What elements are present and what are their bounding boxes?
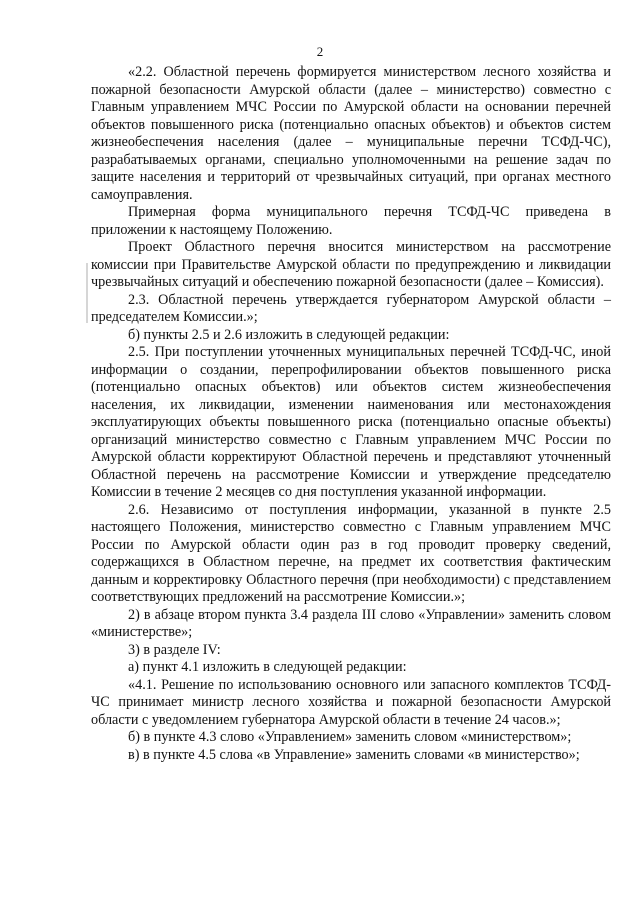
paragraph-4-1: «4.1. Решение по использованию основного или запасного комплектов ТСФД-ЧС принимает министр лесного хозяйства и пожарной безопасности Амурской области с уведомлением губернатора Амурской области в течение 24 часов.»; — [91, 676, 611, 728]
paragraph-2-6: 2.6. Независимо от поступления информации, указанной в пункте 2.5 настоящего Положения, министерство совместно с Главным управлением МЧС России по Амурской области один раз в год проводит проверку сведений, содержащихся в Областном перечне, на предмет их соответствия фактическим данным и корректировку Областного перечня (при необходимости) с представлением соответствующих предложений на рассмотрение Комиссии.»; — [91, 501, 611, 605]
paragraph-item-2: 2) в абзаце втором пункта 3.4 раздела III слово «Управлении» заменить словом «министерстве»; — [91, 606, 611, 640]
paragraph-2-2: «2.2. Областной перечень формируется министерством лесного хозяйства и пожарной безопасности Амурской области (далее – министерство) совместно с Главным управлением МЧС России по Амурской области на основании перечней объектов повышенного риска (потенциально опасных объектов) и объектов систем жизнеобеспечения населения (далее – муниципальные перечни ТСФД-ЧС), разрабатываемых органами, специально уполномоченными на решение задач по защите населения и территорий от чрезвычайных ситуаций, при органах местного самоуправления. — [91, 64, 611, 203]
paragraph-item-a: а) пункт 4.1 изложить в следующей редакции: — [128, 659, 407, 675]
paragraph-2-3: 2.3. Областной перечень утверждается губернатором Амурской области – председателем Комиссии.»; — [91, 291, 611, 325]
paragraph-sample-form: Примерная форма муниципального перечня ТСФД-ЧС приведена в приложении к настоящему Положению. — [91, 204, 611, 238]
paragraph-item-b: б) пункты 2.5 и 2.6 изложить в следующей редакции: — [128, 326, 450, 343]
paragraph-item-3: 3) в разделе IV: — [128, 641, 221, 658]
paragraph-2-5: 2.5. При поступлении уточненных муниципальных перечней ТСФД-ЧС, иной информации о создании, перепрофилировании объектов повышенного риска (потенциально опасных объектов) или объектов систем жизнеобеспечения населения, их ликвидации, изменении наименования или местонахождения эксплуатирующих объекты повышенного риска (потенциально опасные объекты) организаций министерство совместно с Главным управлением МЧС России по Амурской области корректируют Областной перечень и представляют уточненный Областной перечень на рассмотрение Комиссии и утверждение председателю Комиссии в течение 2 месяцев со дня поступления указанной информации. — [91, 344, 611, 500]
paragraph-item-b-4-3: б) в пункте 4.3 слово «Управлением» заменить словом «министерством»; — [128, 729, 572, 745]
document-body — [91, 64, 611, 764]
page-number: 2 — [316, 44, 324, 59]
paragraph-draft-list: Проект Областного перечня вносится министерством на рассмотрение комиссии при Правительстве Амурской области по предупреждению и ликвидации чрезвычайных ситуаций и обеспечению пожарной безопасности (далее – Комиссия). — [91, 239, 611, 290]
scan-artifact — [86, 263, 88, 323]
paragraph-item-v-4-5: в) в пункте 4.5 слова «в Управление» заменить словами «в министерство»; — [128, 746, 580, 763]
